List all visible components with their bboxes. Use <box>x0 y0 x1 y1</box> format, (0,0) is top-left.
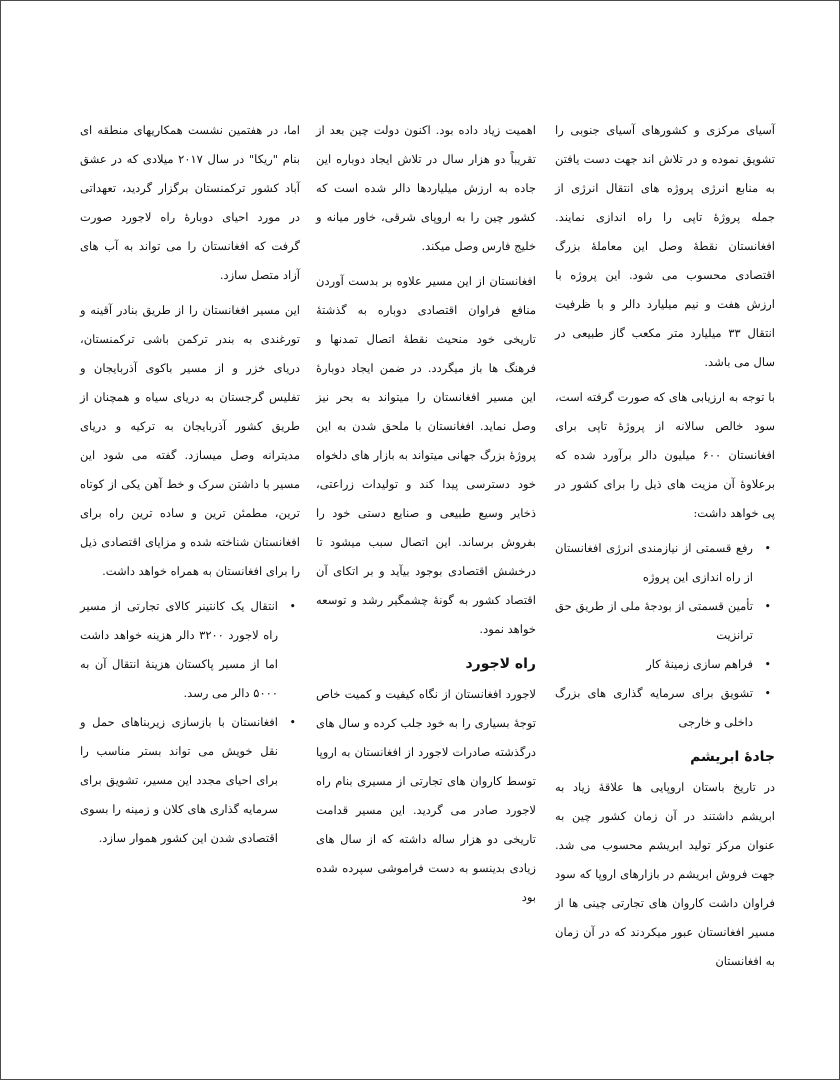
bullet-icon: • <box>289 716 296 729</box>
bullet-list <box>80 592 300 853</box>
paragraph: آسیای مرکزی و کشورهای آسیای جنوبی را تشویق نموده و در تلاش اند جهت دست یافتن به منابع انرژی پروژه های انتقال انرژی از جمله پروژهٔ تاپی را راه اندازی نمایند. افغانستان نقطهٔ وصل این معاملهٔ بزرگ اقتصادی محسوب می شود. این پروژه با ارزش هفت و نیم میلیارد دالر و با ظرفیت انتقال ۳۳ میلیارد متر مکعب گاز طبیعی در سال می باشد. <box>555 123 775 369</box>
bullet-icon: • <box>764 600 771 613</box>
list-item-text: افغانستان با بازسازی زیربناهای حمل و نقل خویش می تواند بستر مناسب را برای احیای مجدد این مسیر، تشویق برای سرمایه گذاری های کلان و زمینه را بسوی اقتصادی شدن این کشور هموار سازد. <box>80 715 278 845</box>
list-item-text: تشویق برای سرمایه گذاری های بزرگ داخلی و خارجی <box>555 686 753 729</box>
column-2 <box>316 116 536 918</box>
paragraph: در تاریخ باستان اروپایی ها علاقهٔ زیاد به ابریشم داشتند در آن زمان کشور چین به عنوان مرکز تولید ابریشم محسوب می شد. جهت فروش ابریشم در بازارهای اروپا که سود فراوان داشت کاروان های تجارتی چینی ها از مسیر افغانستان عبور میکردند که در آن زمان به افغانستان <box>555 780 775 968</box>
bullet-icon: • <box>764 687 771 700</box>
column-1 <box>555 116 775 982</box>
paragraph: افغانستان از این مسیر علاوه بر بدست آوردن منافع فراوان اقتصادی دوباره به گذشتهٔ تاریخی خود منحیث نقطهٔ اتصال تمدنها و فرهنگ ها باز میگردد. در ضمن ایجاد دوبارهٔ این مسیر افغانستان را میتواند به بحر نیز وصل نماید. افغانستان با ملحق شدن به این پروژهٔ بزرگ جهانی میتواند به بازار های دلخواه خود دسترسی پیدا کند و تولیدات زراعتی، ذخایر وسیع طبیعی و صنایع دستی خود را بفروش برساند. این اتصال سبب میشود تا درخشش اقتصادی بوجود بیآید و بر اتکای آن اقتصاد کشور به گونهٔ چشمگیر رشد و توسعه خواهد نمود. <box>316 274 536 636</box>
list-item <box>555 534 775 592</box>
list-item-text: تأمین قسمتی از بودجهٔ ملی از طریق حق ترانزیت <box>555 599 753 642</box>
list-item <box>80 592 300 708</box>
paragraph: اما، در هفتمین نشست همکاریهای منطقه ای بنام "ریکا" در سال ۲۰۱۷ میلادی که در عشق آباد کشور ترکمنستان برگزار گردید، تعهداتی در مورد احیای دوبارهٔ راه لاجورد صورت گرفت که افغانستان را می تواند به آب های آزاد متصل سازد. <box>80 123 301 282</box>
paragraph: اهمیت زیاد داده بود. اکنون دولت چین بعد از تقریباً دو هزار سال در تلاش ایجاد دوباره این جاده به ارزش میلیاردها دالر شده است که کشور چین را به اروپای شرقی، خاور میانه و خلیج فارس وصل میکند. <box>316 123 536 253</box>
list-item <box>80 708 300 853</box>
bullet-icon: • <box>289 600 296 613</box>
list-item-text: انتقال یک کانتینر کالای تجارتی از مسیر راه لاجورد ۳۲۰۰ دالر هزینه خواهد داشت اما از مسیر پاکستان هزینهٔ انتقال آن به ۵۰۰۰ دالر می رسد. <box>80 599 279 700</box>
paragraph: لاجورد افغانستان از نگاه کیفیت و کمیت خاص توجهٔ بسیاری را به خود جلب کرده و سال های درگذشته صادرات لاجورد از افغانستان به اروپا توسط کاروان های تجارتی از مسیری بنام راه لاجورد صادر می گردید. این مسیر قدامت تاریخی دو هزار ساله داشته که از سال های زیادی بدینسو به دست فراموشی سپرده شده بود <box>316 687 536 904</box>
list-item <box>555 592 775 650</box>
list-item <box>555 679 775 737</box>
list-item <box>555 650 775 679</box>
bullet-list <box>555 534 775 737</box>
paragraph: با توجه به ارزیابی های که صورت گرفته است، سود خالص سالانه از پروژهٔ تاپی برای افغانستان ۶۰۰ میلیون دالر برآورد شده که برعلاوهٔ آن مزیت های ذیل را برای کشور در پی خواهد داشت: <box>555 390 776 520</box>
bullet-icon: • <box>764 658 771 671</box>
bullet-icon: • <box>764 542 771 555</box>
section-heading-lapis-route: راه لاجورد <box>465 656 536 672</box>
section-heading-silk-road: جادهٔ ابریشم <box>690 749 775 765</box>
list-item-text: رفع قسمتی از نیازمندی انرژی افغانستان از راه اندازی این پروژه <box>555 541 753 584</box>
column-3 <box>80 116 300 859</box>
list-item-text: فراهم سازی زمینهٔ کار <box>646 657 753 671</box>
paragraph: این مسیر افغانستان را از طریق بنادر آقینه و تورغندی به بندر ترکمن باشی ترکمنستان، دریای خزر و از مسیر باکوی آذربایجان و تفلیس گرجستان به دریای سیاه و همچنان از طریق کشور آذربایجان به ترکیه و دریای مدیترانه وصل میسازد. گفته می شود این مسیر با داشتن سرک و خط آهن یکی از کوتاه ترین، مطمئن ترین و ساده ترین راه برای افغانستان شناخته شده و مزایای اقتصادی ذیل را برای افغانستان به همراه خواهد داشت. <box>80 303 300 578</box>
